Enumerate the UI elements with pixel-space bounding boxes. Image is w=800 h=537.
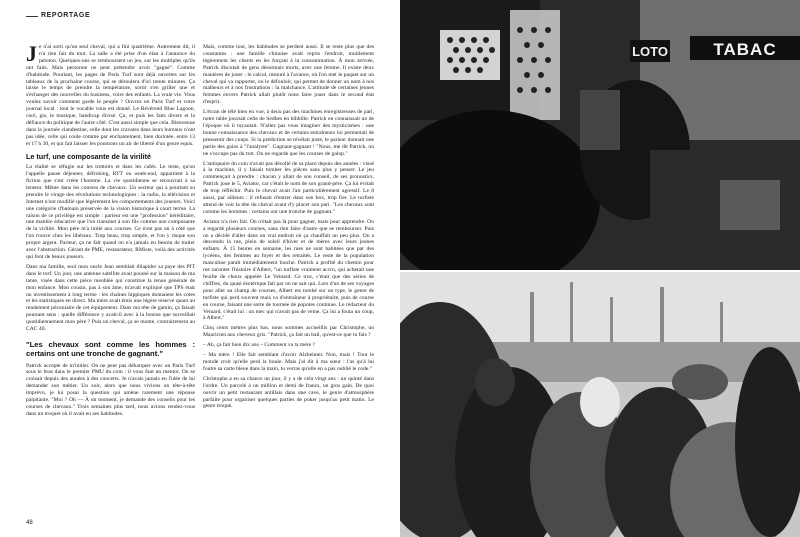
right-page-photos <box>400 0 800 537</box>
header-rule <box>26 16 38 17</box>
text-column-1 <box>26 44 195 514</box>
paragraph: Christophe a eu sa chance un jour, il y a de cela vingt ans : un quinté dans l'ordre. Un parcolé à un million et demi de francs, un gros gain. De quoi ouvrir un petit restaurant antillais dans une cave, le genre d'atmosphère parfaite pour organiser quelques parties de poker jusqu'au petit matin. Le genre troqué. <box>203 375 374 410</box>
subheading: Le turf, une composante de la virilité <box>26 151 152 161</box>
paragraph: Aviator n'a rien fait. On n'était pas là pour gagner, mais pour apprendre. On a regardé plusieurs courses, sans rien faire d'autre que se rembourser. Puis on a décidé d'aller dans un vrai endroit où ça chauffait un peu plus. On a descendu la rue, plein de soleil d'hiver et de mères avec leurs jeunes enfants. À 15 heures en semaine, les rues ne sont habitées que par des lycéens, des femmes au foyer et des retraités. Le reste de la population masculine paraît immédiatement louche. Patrick a profité du chemin pour me raconter l'histoire d'Albert, "un turfiste vraiment accro, qui achetait une feuille de choux appelée Le Veinard. Ce truc, c'était que des séries de chiffres, du quasi ésotérique fait par on ne sait qui. Lors d'un de ses voyages pour aller au champ de courses, Albert est tombé sur un type, le genre de turfiste qui perd souvent mais va d'entraîneur à propriétaire, puis de course en course, faisant une sorte de tournée de popotes continue. Le rédacteur du Veinard, c'était lui : un mec qui n'avait pas de veine. Ça lui a fouta un coup, à Albert." <box>203 218 374 322</box>
loto-sign: LOTO <box>632 44 668 59</box>
paragraph: Patrick accepte de m'initier. On ne peut pas débarquer avec un Paris Turf sous le bras dans le premier PMU du coin : il vous faut un mentor. On se croisait depuis des années à des concerts. Je n'avais jamais eu l'idée de lui demander son métier. Un soir, alors que nous vivions un tête-à-tête imprévu, je lui posai la question qui amène rarement une réponse palpitante. "Moi ? Oh — À un moment, je demande des conseils pour les courses de chevaux." Trois semaines plus tard, nous avions rendez-vous dans un troquet où il avait eu ses habitudes. <box>26 362 195 417</box>
section-header <box>26 11 386 21</box>
photo-bar-interior <box>400 0 800 270</box>
paragraph: La réalité se réfugie sur les trottoirs et dans les cafés. Le reste, qu'on l'appelle pause déjeuner, défroking, RTT ou week-end, appartient à la fiction que s'est créée l'homme. La vie quotidienne se recouvrait à sa lenteur. Même dans les courses de chevaux. Un secteur qui a pourtant su prendre le virage des révolutions technologiques : la radio, la télévision et Internet n'ont modifié que légèrement les comportements des joueurs. Voici une catégorie d'humain préservée de la vision historique à court terme. La raison de ce privilège est simple : parieur est une "profession" héréditaire, une matière éducative que l'on transmet à son fils comme une composante de la virilité. Mon père m'a initié aux courses. Ce n'est pas un à côté que l'on trouve chez les libéraux. Trop beau, trop simple, et l'on y risque son propre argent. Parieur, ça ne fait quand on n'a jamais eu besoin de traiter avec l'abstraction. Gérant de PME, restaurateur, RMiste, voilà des activités qui font de beaux joueurs. <box>26 164 195 260</box>
tabac-sign: TABAC <box>713 40 777 59</box>
racecourse-illustration <box>400 272 800 537</box>
paragraph <box>26 44 195 148</box>
paragraph: Mais, comme tout, les habitudes se perdent aussi. Il se reste plus que des constantes : une famille chinoise avait repris l'endroit, mutilement légèrement les clients en les forçant à la consommation. À mon arrivée, Patrick discutait de gens désormais morts, avec une femme. Il existe deux manières de jouer : le calcul, mesuré à l'avance, où l'on met le paquet sur un cheval qui va rapporter, ou le défouloir, qui permet de donner un nom à nos malheurs et à nos frustrations : la malchance. L'attitude de certaines jeunes femmes envers Patrick allait plutôt nous faire jouer dans le second état d'esprit. <box>203 44 374 106</box>
paragraph-text: e n'ai sorti qu'un seul cheval, qui a fini quatrième. Autrement dit, il n'a rien fait du tout. La salle a été prise d'un élan à l'annonce du peloton. Quelques-uns se remboursent un jeu, sur les multiples qu'ils ont faits. Mais personne ne peut prétendre avoir "gagné". Comme d'habitude. Pourtant, les pages de Paris Turf sont déjà ouvertes sur les tableaux de la prochaine course, qui se déroulera d'ici trente minutes. Ça laisse le temps de prendre la température, sortir s'en griller une et s'échanger des nouvelles du business, voire des enfants. La vraie vie. Vous voulez savoir comment garde le peuple ? Ouvrez un Paris Turf et votre journal local : tout le vocable vous est donné. Le Révérend Blue Lagoon, cool, gis, le musique, handicap divisé. Ça, et puis les faits divers et la défiance du politique de l'autre côté. C'est aussi simple que cela. Bienvenue dans la journée clandestine, celle dont les cravates dans leurs bureaux n'ont pas idée, celle qui coule comme par enchantement, bien dorlotée, entre 13 et 17 h 30, et qui fait laisser les poumons un air de liberté d'un genre equis. <box>26 44 195 147</box>
pull-quote: "Les chevaux sont comme les hommes : certains ont une tronche de gagnant." <box>26 339 195 358</box>
paragraph: L'écran de télé bien en vue, à deux pas des machines enregistreuses de pari, notre table jouxtait celle de Sedhes en bibbille. Patrick en connaissait un de l'époque où il tuyautait. N'allez pas vous imaginer des mysticismes : une bonne connaissance des chevaux et de certains entraîneurs lui permettait de pressentir des coups. Si la prédiction se révélait juste, le parieur donnait une partie des gains à "l'analyste". Gagnant-gagnant ! "Nous, me dit Patrick, on ne s'occupe pas du trot. On ne regarde que les courses de galop." <box>203 109 374 157</box>
paragraph: Dans ma famille, seul mon oncle Jean semblait dilapider sa paye des PIT dans le turf. Un jour, une antenne satellite avait poussé sur la maison de ma tante, visée dans cette pièce meublée qui constitue la tenue générale de mon enfance. Mon cousin, pas à son âme, m'avait expliqué que TPS était un investissement à long terme : les chaînes hippiques donnaient les cotes et les statistiques en direct. Ma mère avait émis une légère réserve quant au rendement pécuniaire de cet équipement. Dans ma tête de gamin, ça faisait pourtant sens : quelle différence y avait-il avec à la bourse que surveillait quotidiennement mon père ? Puis un cheval, ça se monte, contrairement au CAC 40. <box>26 263 195 333</box>
section-label: REPORTAGE <box>41 12 91 19</box>
drop-cap: J <box>26 44 37 66</box>
paragraph: Cinq cents mètres plus bas, nous sommes accueillis par Christophe, un Mauricien aux cheveux gris. "Patrick, ça fait un bail, qu'est-ce que tu fais ? <box>203 325 374 339</box>
photo-racecourse-crowd <box>400 272 800 537</box>
bar-interior-illustration <box>400 0 800 270</box>
text-column-2 <box>203 44 374 528</box>
paragraph: – Ma mère ! Elle fait semblant d'avoir Alzheimer. Non, mais ! Tout le monde croit qu'elle perd la boule. Mais j'ai dit à ma sœur : l'as qu'à lui foutre sa carte bleue dans la main, tu verras qu'elle en a pas oublié le code." <box>203 352 374 372</box>
paragraph: L'antiquaire du coin n'avait pas décollé de sa place depuis des années : vissé à la machine, il y faisait tomber les pièces sans plus y penser. Le jeu commençait à prendre : chacun y allait de son conseil, de ses pronostics. Patrick joue le 5, Aviator, car c'était le nom de son grand-père. Ça lui évitait de trop réfléchir. Puis le cheval avait l'air particulièrement agressif. Le 8 aussi, par ailleurs : il refusait d'entrer dans son box, trop fier. Le turfiste attend de voir la tête du cheval avant d'y placer son pari. "Les chevaux sont comme les hommes : certains ont une tronche de gagnant." <box>203 160 374 215</box>
paragraph: – Ah, ça fait bien dix ans – Comment va ta mère ? <box>203 342 315 349</box>
page-number: 48 <box>26 520 33 526</box>
